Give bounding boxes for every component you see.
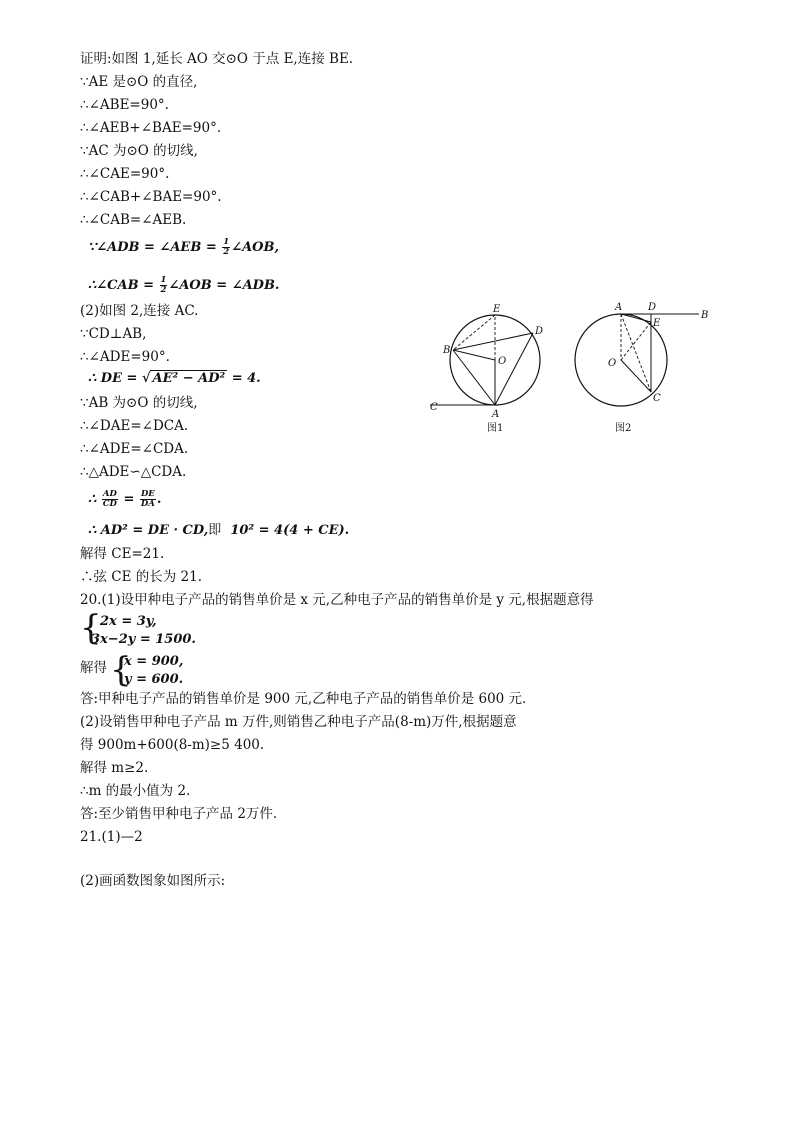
q21-line-1: 21.(1)—2 <box>80 829 143 845</box>
proof-line-3: ∴∠ABE=90°. <box>80 97 169 113</box>
part2-line-9: ∴ $\frac{AD}{CD}$ = $\frac{DE}{DA}$ . <box>88 489 162 509</box>
part2-line-4-c: = 4. <box>227 371 261 386</box>
q20-sol2: y = 600. <box>124 672 184 687</box>
half-fraction-2 <box>160 276 168 295</box>
fig1-bd <box>453 333 533 350</box>
q20-part2-a: (2)设销售甲种电子产品 m 万件,则销售乙种电子产品(8-m)万件,根据题意 <box>80 714 517 730</box>
part2-line-10 <box>88 522 349 540</box>
part2-line-7: ∴∠ADE=∠CDA. <box>80 441 189 457</box>
proof-line-10-a: ∴∠CAB = <box>88 278 159 293</box>
fig2-ac <box>621 314 651 392</box>
q20-part2-b: 得 900m+600(8-m)≥5 400. <box>80 737 265 753</box>
fig2-label-c: C <box>653 393 661 404</box>
proof-line-9-b: ∠AOB, <box>231 240 280 255</box>
q20-answer-2: 答:至少销售甲种电子产品 2万件. <box>80 806 278 822</box>
q20-brace: { <box>80 608 102 648</box>
proof-line-6: ∴∠CAE=90°. <box>80 166 170 182</box>
part2-line-10-c: 10² = 4(4 + CE). <box>230 523 350 538</box>
fig1-label-o: O <box>498 356 507 367</box>
period: . <box>156 492 162 507</box>
eq-sign: = <box>118 492 139 507</box>
frac-de: DE <box>140 489 155 499</box>
half-num-2: 1 <box>160 275 167 285</box>
q20-brace-2: { <box>110 650 132 690</box>
fig1-da <box>495 333 533 405</box>
figure-1 <box>430 304 543 434</box>
part2-line-8: ∴△ADE∽△CDA. <box>80 464 187 480</box>
half-den-2: 2 <box>160 285 167 295</box>
proof-line-10 <box>88 276 279 295</box>
fig1-label-c: C <box>430 402 438 413</box>
q20-eq2: 3x−2y = 1500. <box>91 632 196 647</box>
q20-answer-1: 答:甲种电子产品的销售单价是 900 元,乙种电子产品的销售单价是 600 元. <box>80 691 527 707</box>
q20-eq1: 2x = 3y, <box>100 614 157 629</box>
proof-line-8: ∴∠CAB=∠AEB. <box>80 212 187 228</box>
frac-da: DA <box>140 499 155 509</box>
half-den: 2 <box>223 247 230 257</box>
proof-line-9 <box>88 238 279 257</box>
fig2-label-e: E <box>653 318 661 329</box>
frac-ad: AD <box>102 489 117 499</box>
q20-line-1: 20.(1)设甲种电子产品的销售单价是 x 元,乙种电子产品的销售单价是 y 元,根据题意得 <box>80 592 594 608</box>
fig2-ae <box>621 314 651 322</box>
proof-line-7: ∴∠CAB+∠BAE=90°. <box>80 189 222 205</box>
geometry-figures <box>425 300 715 440</box>
part2-line-2: ∵CD⊥AB, <box>80 326 147 342</box>
part2-line-10-b: 即 <box>208 523 222 538</box>
proof-line-1: 证明:如图 1,延长 AO 交⊙O 于点 E,连接 BE. <box>80 51 354 67</box>
part2-line-1: (2)如图 2,连接 AC. <box>80 303 199 319</box>
sqrt-expr: AE² − AD² <box>152 371 226 386</box>
q20-sol1: x = 900, <box>124 654 184 669</box>
fig1-label-b: B <box>443 345 451 356</box>
part2-line-3: ∴∠ADE=90°. <box>80 349 170 365</box>
fig2-label-o: O <box>608 358 617 369</box>
fig1-label-d: D <box>535 326 544 337</box>
fig2-label-b: B <box>701 310 709 321</box>
part2-line-5: ∵AB 为⊙O 的切线, <box>80 395 198 411</box>
proof-line-10-b: ∠AOB = ∠ADB. <box>168 278 280 293</box>
proof-line-5: ∵AC 为⊙O 的切线, <box>80 143 198 159</box>
half-fraction <box>222 238 230 257</box>
q21-line-2: (2)画函数图象如图所示: <box>80 873 226 889</box>
frac-ad-cd <box>102 490 118 509</box>
part2-line-12: ∴弦 CE 的长为 21. <box>80 569 203 585</box>
fig1-label-e: E <box>493 304 501 315</box>
q20-part2-c: 解得 m≥2. <box>80 760 149 776</box>
fig1-caption: 图1 <box>487 423 504 434</box>
part2-line-11: 解得 CE=21. <box>80 546 165 562</box>
part2-line-4-a: ∴ DE = <box>88 371 142 386</box>
figure-2 <box>575 302 708 434</box>
fig2-oc <box>621 360 651 392</box>
fig2-label-a: A <box>615 302 623 313</box>
frac-cd: CD <box>102 499 117 509</box>
q20-part2-d: ∴m 的最小值为 2. <box>80 783 191 799</box>
part2-line-6: ∴∠DAE=∠DCA. <box>80 418 189 434</box>
q20-system <box>80 608 280 651</box>
fig2-caption: 图2 <box>615 423 632 434</box>
fig1-label-a: A <box>492 409 500 420</box>
proof-line-9-a: ∵∠ADB = ∠AEB = <box>88 240 222 255</box>
proof-line-4: ∴∠AEB+∠BAE=90°. <box>80 120 222 136</box>
fig2-oe <box>621 322 651 360</box>
part2-line-4: ∴ DE = √ AE² − AD² = 4. <box>88 371 261 386</box>
proof-line-2: ∵AE 是⊙O 的直径, <box>80 74 198 90</box>
frac-de-da <box>140 490 156 509</box>
fig2-label-d: D <box>648 302 657 313</box>
part2-line-10-a: ∴ AD² = DE · CD, <box>88 523 209 538</box>
half-num: 1 <box>223 237 230 247</box>
q20-solve-label: 解得 <box>80 660 107 676</box>
